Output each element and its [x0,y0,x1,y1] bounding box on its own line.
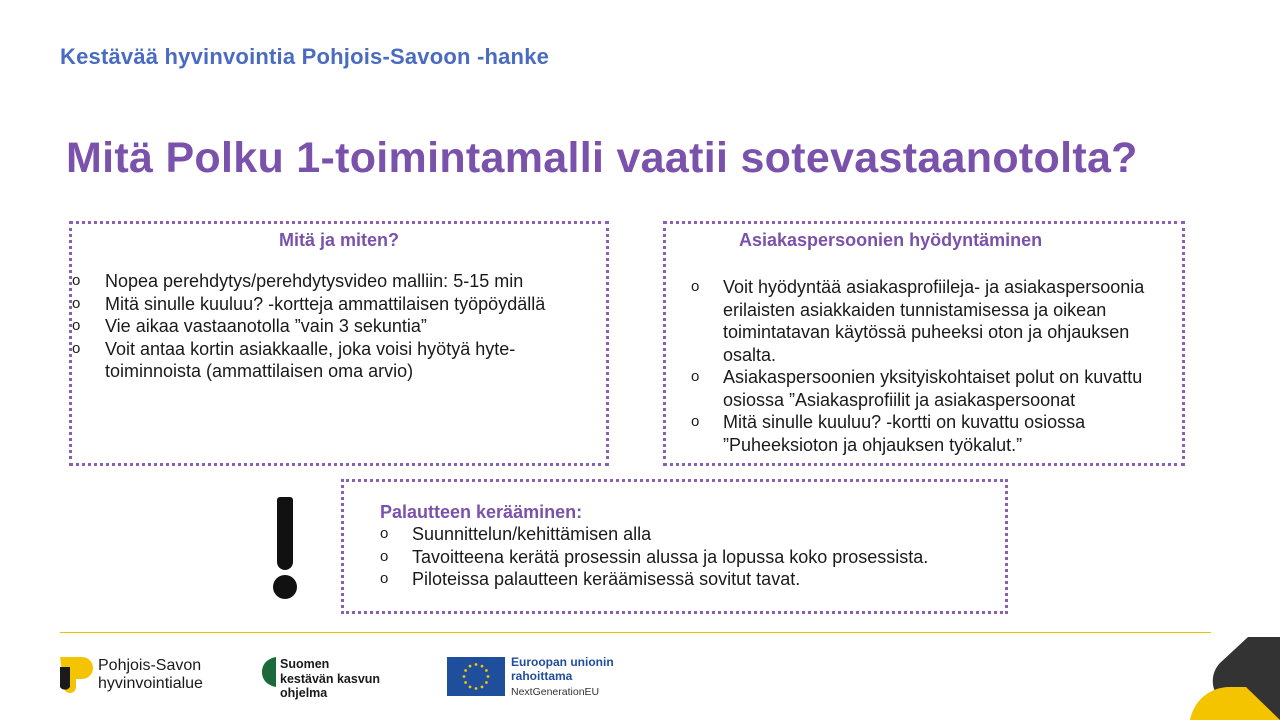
logo3-line2: rahoittama [511,669,573,683]
pohjois-savon-mark-icon [60,657,93,693]
logo3-line1: Euroopan unionin [511,655,614,669]
list-item: o Mitä sinulle kuuluu? -kortti on kuvattu osiossa ”Puheeksioton ja ohjauksen työkalut.” [691,412,1086,455]
list-item: o Voit hyödyntää asiakasprofiileja- ja asiakaspersoonia erilaisten asiakkaiden tunnistamisessa ja oikean toimintatavan käytössä puheeksi oton ja ohjauksen osalta. [691,277,1145,365]
logo2-line3: ohjelma [280,686,328,700]
circle-bullet-icon: o [380,525,389,542]
how-box [69,221,609,466]
personas-box [663,221,1185,466]
footer-divider [60,632,1211,633]
logo3-line3: NextGenerationEU [511,686,600,698]
list-item: o Asiakaspersoonien yksityiskohtaiset polut on kuvattu osiossa ”Asiakasprofiilit ja asiakaspersoonat [691,367,1143,410]
circle-bullet-icon: o [380,547,389,565]
leaf-icon [262,657,276,687]
circle-bullet-icon: o [691,368,700,385]
page-title: Mitä Polku 1-toimintamalli vaatii sotevastaanotolta? [66,134,1138,182]
circle-bullet-icon: o [72,272,81,289]
logo1-line2: hyvinvointialue [98,675,203,692]
project-title: Kestävää hyvinvointia Pohjois-Savoon -hanke [60,44,550,69]
feedback-box-heading: Palautteen kerääminen: [380,502,583,522]
circle-bullet-icon: o [72,339,81,357]
list-item: o Nopea perehdytys/perehdytysvideo malliin: 5-15 min [72,271,524,291]
logo2-line2: kestävän kasvun [280,671,381,686]
list-item: o Vie aikaa vastaanotolla ”vain 3 sekuntia” [72,316,427,336]
how-box-list [72,270,606,383]
list-item: o Piloteissa palautteen keräämisessä sovitut tavat. [380,569,801,589]
feedback-box [341,479,1008,614]
list-item: o Suunnittelun/kehittämisen alla [380,524,652,544]
personas-box-heading: Asiakaspersoonien hyödyntäminen [739,230,1043,250]
exclamation-mark-icon [271,497,299,601]
corner-decoration-icon [1190,637,1280,720]
list-item: o Tavoitteena kerätä prosessin alussa ja lopussa koko prosessista. [380,546,929,567]
eu-flag-icon [447,657,505,696]
logo1-line1: Pohjois-Savon [98,657,202,674]
how-box-heading: Mitä ja miten? [278,230,399,250]
logo2-line1: Suomen [280,657,330,671]
list-item: o Mitä sinulle kuuluu? -kortteja ammattilaisen työpöydällä [72,293,546,314]
feedback-box-list [380,523,1005,591]
circle-bullet-icon: o [72,317,81,334]
personas-box-list [691,276,1182,456]
circle-bullet-icon: o [72,294,81,312]
circle-bullet-icon: o [380,570,389,587]
list-item: o Voit antaa kortin asiakkaalle, joka voisi hyötyä hyte-toiminnoista (ammattilaisen oma arvio) [72,338,516,381]
circle-bullet-icon: o [691,413,700,430]
circle-bullet-icon: o [691,278,700,295]
